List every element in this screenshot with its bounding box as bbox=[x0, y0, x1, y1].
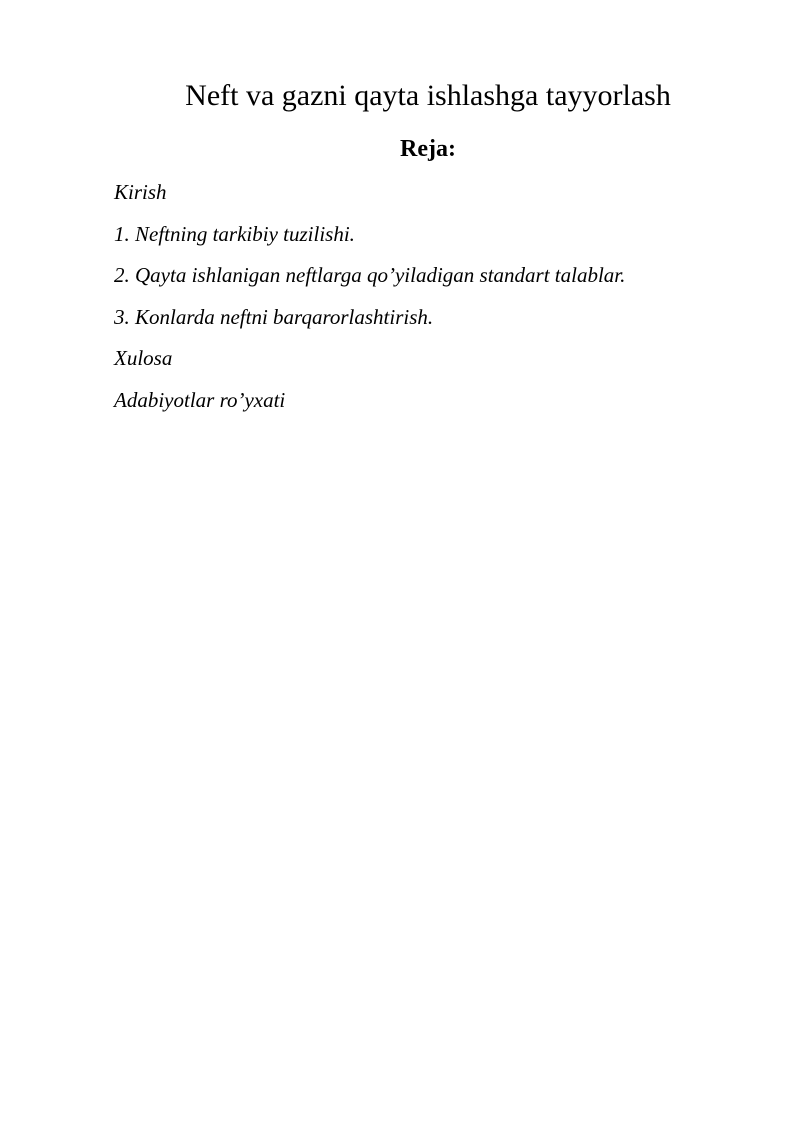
plan-item-references: Adabiyotlar ro’yxati bbox=[114, 387, 286, 412]
plan-item-introduction: Kirish bbox=[114, 180, 167, 204]
plan-heading: Reja: bbox=[400, 136, 456, 162]
document-title: Neft va gazni qayta ishlashga tayyorlash bbox=[185, 79, 671, 112]
plan-list bbox=[114, 178, 625, 428]
plan-item-2: 2. Qayta ishlanigan neftlarga qo’yiladigan standart talablar. bbox=[114, 263, 626, 288]
plan-item-1: 1. Neftning tarkibiy tuzilishi. bbox=[114, 221, 355, 246]
plan-item-3: 3. Konlarda neftni barqarorlashtirish. bbox=[114, 304, 434, 329]
plan-item-conclusion: Xulosa bbox=[114, 346, 173, 371]
